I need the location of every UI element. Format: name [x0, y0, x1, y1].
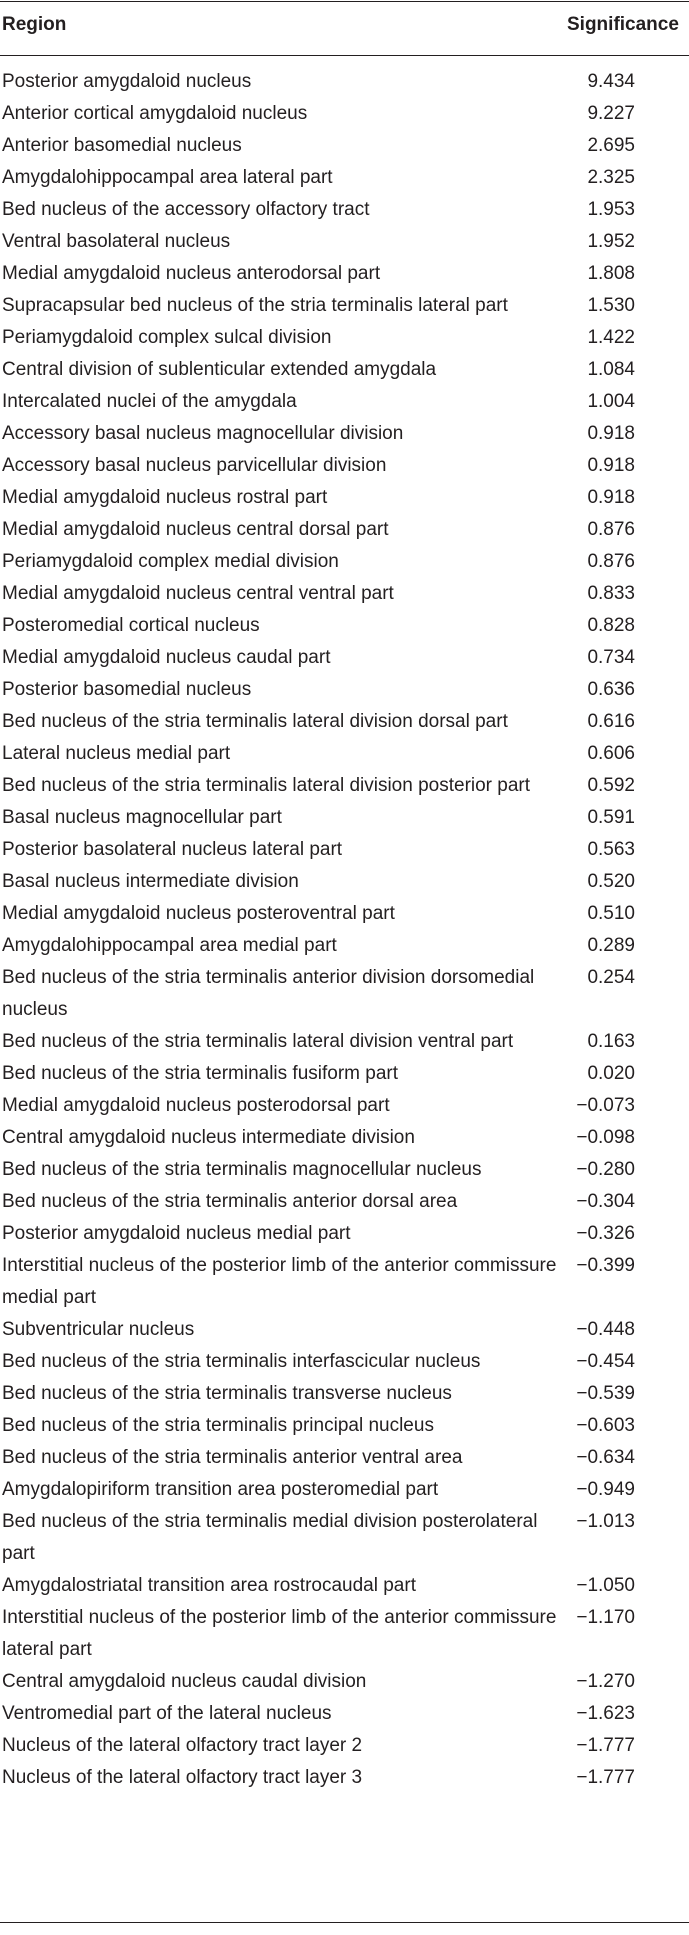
- region-cell: Nucleus of the lateral olfactory tract layer 2: [2, 1735, 363, 1756]
- significance-cell: −1.623: [576, 1703, 635, 1724]
- table-row: [0, 1090, 689, 1122]
- table-row: [0, 546, 689, 578]
- significance-cell: −0.603: [576, 1415, 635, 1436]
- region-cell: Bed nucleus of the stria terminalis anterior dorsal area: [2, 1191, 458, 1212]
- table-row: [0, 482, 689, 514]
- column-header-region: Region: [2, 14, 67, 35]
- region-cell: Lateral nucleus medial part: [2, 743, 231, 764]
- region-cell: Amygdalostriatal transition area rostrocaudal part: [2, 1575, 416, 1596]
- region-cell: Central amygdaloid nucleus caudal division: [2, 1671, 367, 1692]
- table-row: [0, 706, 689, 738]
- table-row: [0, 162, 689, 194]
- table-row: [0, 194, 689, 226]
- significance-cell: −0.454: [576, 1351, 635, 1372]
- region-cell: Posterior amygdaloid nucleus medial part: [2, 1223, 351, 1244]
- region-cell: Nucleus of the lateral olfactory tract layer 3: [2, 1767, 363, 1788]
- region-cell: Bed nucleus of the stria terminalis interfascicular nucleus: [2, 1351, 481, 1372]
- table-row: [0, 642, 689, 674]
- table-row: [0, 962, 689, 1026]
- significance-cell: 0.163: [587, 1031, 635, 1052]
- region-cell: Bed nucleus of the stria terminalis lateral division posterior part: [2, 775, 531, 796]
- significance-cell: 0.876: [587, 519, 635, 540]
- table-row: [0, 898, 689, 930]
- region-cell: Interstitial nucleus of the posterior limb of the anterior commissure lateral part: [2, 1607, 557, 1660]
- significance-cell: 0.876: [587, 551, 635, 572]
- significance-cell: 0.828: [587, 615, 635, 636]
- region-cell: Medial amygdaloid nucleus central ventral part: [2, 583, 394, 604]
- significance-cell: 0.254: [587, 967, 635, 988]
- significance-cell: −1.050: [576, 1575, 635, 1596]
- significance-cell: −0.073: [576, 1095, 635, 1116]
- region-cell: Bed nucleus of the stria terminalis anterior ventral area: [2, 1447, 463, 1468]
- significance-cell: −0.326: [576, 1223, 635, 1244]
- region-cell: Ventral basolateral nucleus: [2, 231, 231, 252]
- table-row: [0, 674, 689, 706]
- table-row: [0, 1058, 689, 1090]
- significance-cell: 0.563: [587, 839, 635, 860]
- table-row: [0, 866, 689, 898]
- region-cell: Bed nucleus of the stria terminalis principal nucleus: [2, 1415, 434, 1436]
- significance-cell: −0.280: [576, 1159, 635, 1180]
- table-row: [0, 1410, 689, 1442]
- table-row: [0, 1666, 689, 1698]
- table-row: [0, 418, 689, 450]
- table-body: [0, 66, 689, 1794]
- region-cell: Supracapsular bed nucleus of the stria terminalis lateral part: [2, 295, 508, 316]
- significance-cell: 9.434: [587, 71, 635, 92]
- region-cell: Amygdalohippocampal area lateral part: [2, 167, 333, 188]
- significance-cell: 9.227: [587, 103, 635, 124]
- region-cell: Bed nucleus of the stria terminalis fusiform part: [2, 1063, 399, 1084]
- significance-cell: −0.949: [576, 1479, 635, 1500]
- region-cell: Periamygdaloid complex sulcal division: [2, 327, 332, 348]
- region-cell: Accessory basal nucleus parvicellular division: [2, 455, 387, 476]
- region-cell: Accessory basal nucleus magnocellular division: [2, 423, 404, 444]
- significance-cell: 0.592: [587, 775, 635, 796]
- table-row: [0, 1474, 689, 1506]
- table-row: [0, 290, 689, 322]
- region-cell: Amygdalopiriform transition area posteromedial part: [2, 1479, 439, 1500]
- significance-cell: −1.170: [576, 1607, 635, 1628]
- table-row: [0, 226, 689, 258]
- table-row: [0, 1570, 689, 1602]
- region-cell: Central division of sublenticular extended amygdala: [2, 359, 437, 380]
- significance-cell: −0.304: [576, 1191, 635, 1212]
- significance-cell: −1.777: [576, 1735, 635, 1756]
- region-cell: Basal nucleus magnocellular part: [2, 807, 282, 828]
- table-row: [0, 834, 689, 866]
- significance-cell: −0.634: [576, 1447, 635, 1468]
- region-cell: Medial amygdaloid nucleus posteroventral part: [2, 903, 395, 924]
- significance-cell: −1.013: [576, 1511, 635, 1532]
- table-row: [0, 738, 689, 770]
- region-cell: Anterior cortical amygdaloid nucleus: [2, 103, 308, 124]
- region-cell: Periamygdaloid complex medial division: [2, 551, 339, 572]
- region-cell: Medial amygdaloid nucleus central dorsal part: [2, 519, 389, 540]
- region-cell: Posterior amygdaloid nucleus: [2, 71, 252, 92]
- table-row: [0, 1250, 689, 1314]
- significance-cell: 0.918: [587, 423, 635, 444]
- table-row: [0, 66, 689, 98]
- table-row: [0, 1314, 689, 1346]
- significance-cell: 0.918: [587, 487, 635, 508]
- significance-cell: 1.422: [587, 327, 635, 348]
- significance-cell: 0.289: [587, 935, 635, 956]
- table-row: [0, 386, 689, 418]
- region-cell: Central amygdaloid nucleus intermediate division: [2, 1127, 415, 1148]
- significance-cell: 0.616: [587, 711, 635, 732]
- region-cell: Bed nucleus of the stria terminalis lateral division dorsal part: [2, 711, 508, 732]
- region-cell: Subventricular nucleus: [2, 1319, 195, 1340]
- significance-cell: −0.098: [576, 1127, 635, 1148]
- region-cell: Medial amygdaloid nucleus caudal part: [2, 647, 331, 668]
- table-row: [0, 1762, 689, 1794]
- region-cell: Medial amygdaloid nucleus rostral part: [2, 487, 328, 508]
- region-cell: Bed nucleus of the accessory olfactory tract: [2, 199, 370, 220]
- table-row: [0, 1442, 689, 1474]
- significance-cell: −1.777: [576, 1767, 635, 1788]
- table-row: [0, 802, 689, 834]
- significance-cell: 0.918: [587, 455, 635, 476]
- table-row: [0, 258, 689, 290]
- significance-cell: −0.539: [576, 1383, 635, 1404]
- region-cell: Basal nucleus intermediate division: [2, 871, 299, 892]
- table-row: [0, 1378, 689, 1410]
- table-row: [0, 1346, 689, 1378]
- significance-cell: 1.952: [587, 231, 635, 252]
- table-row: [0, 354, 689, 386]
- region-cell: Ventromedial part of the lateral nucleus: [2, 1703, 332, 1724]
- table-top-rule: [0, 1, 689, 2]
- significance-cell: 0.020: [587, 1063, 635, 1084]
- column-header-significance: Significance: [567, 14, 679, 35]
- region-cell: Bed nucleus of the stria terminalis medial division posterolateral part: [2, 1511, 538, 1564]
- table-row: [0, 1602, 689, 1666]
- header-rule: [0, 55, 689, 56]
- table-row: [0, 450, 689, 482]
- region-cell: Anterior basomedial nucleus: [2, 135, 242, 156]
- region-cell: Posteromedial cortical nucleus: [2, 615, 260, 636]
- significance-cell: 2.695: [587, 135, 635, 156]
- table-row: [0, 1122, 689, 1154]
- table-row: [0, 1186, 689, 1218]
- table-row: [0, 130, 689, 162]
- region-cell: Posterior basomedial nucleus: [2, 679, 252, 700]
- table-row: [0, 578, 689, 610]
- table-row: [0, 930, 689, 962]
- significance-cell: 1.808: [587, 263, 635, 284]
- region-cell: Intercalated nuclei of the amygdala: [2, 391, 297, 412]
- significance-cell: 1.953: [587, 199, 635, 220]
- region-cell: Medial amygdaloid nucleus anterodorsal part: [2, 263, 381, 284]
- table-row: [0, 1154, 689, 1186]
- table-row: [0, 1698, 689, 1730]
- region-cell: Medial amygdaloid nucleus posterodorsal part: [2, 1095, 390, 1116]
- region-cell: Bed nucleus of the stria terminalis lateral division ventral part: [2, 1031, 514, 1052]
- table-row: [0, 1218, 689, 1250]
- table-row: [0, 1026, 689, 1058]
- significance-cell: 0.833: [587, 583, 635, 604]
- table-row: [0, 1730, 689, 1762]
- table-row: [0, 322, 689, 354]
- significance-cell: 0.734: [587, 647, 635, 668]
- significance-cell: −0.399: [576, 1255, 635, 1276]
- significance-cell: 0.520: [587, 871, 635, 892]
- region-cell: Bed nucleus of the stria terminalis anterior division dorsomedial nucleus: [2, 967, 535, 1020]
- significance-cell: 0.591: [587, 807, 635, 828]
- region-cell: Amygdalohippocampal area medial part: [2, 935, 337, 956]
- significance-cell: 2.325: [587, 167, 635, 188]
- region-cell: Posterior basolateral nucleus lateral part: [2, 839, 343, 860]
- table-row: [0, 1506, 689, 1570]
- significance-cell: −1.270: [576, 1671, 635, 1692]
- significance-cell: −0.448: [576, 1319, 635, 1340]
- table-bottom-rule: [0, 1922, 689, 1923]
- significance-cell: 1.530: [587, 295, 635, 316]
- significance-cell: 0.636: [587, 679, 635, 700]
- table-row: [0, 610, 689, 642]
- region-cell: Interstitial nucleus of the posterior limb of the anterior commissure medial part: [2, 1255, 557, 1308]
- significance-cell: 0.510: [587, 903, 635, 924]
- significance-cell: 1.084: [587, 359, 635, 380]
- significance-cell: 0.606: [587, 743, 635, 764]
- significance-cell: 1.004: [587, 391, 635, 412]
- table-row: [0, 514, 689, 546]
- table-row: [0, 98, 689, 130]
- region-cell: Bed nucleus of the stria terminalis magnocellular nucleus: [2, 1159, 482, 1180]
- table-row: [0, 770, 689, 802]
- region-cell: Bed nucleus of the stria terminalis transverse nucleus: [2, 1383, 452, 1404]
